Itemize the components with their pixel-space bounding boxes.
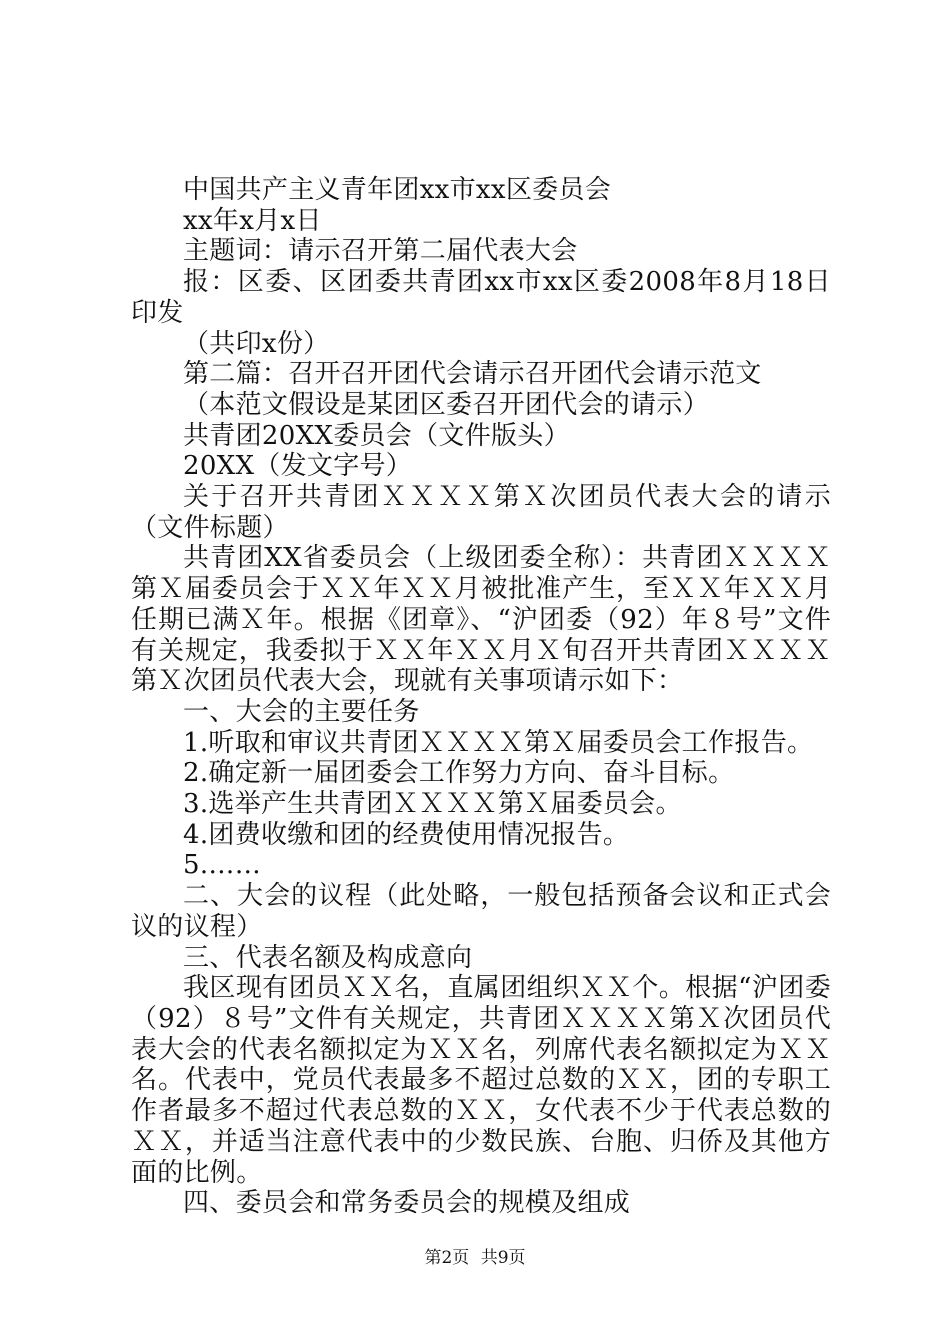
task-item: 1.听取和审议共青团ＸＸＸＸ第Ｘ届委员会工作报告。 (183, 727, 814, 758)
copies-line: （共印x份） (183, 328, 330, 359)
document-body (131, 175, 831, 1219)
letterhead-line: 共青团20XX委员会（文件版头） (183, 420, 570, 451)
delegates-paragraph: 我区现有团员ＸＸ名，直属团组织ＸＸ个。根据“沪团委（92）８号”文件有关规定，共青团ＸＸＸＸ第Ｘ次团员代表大会的代表名额拟定为ＸＸ名，列席代表名额拟定为ＸＸ名。代表中，党员代表最多不超过总数的ＸＸ，团的专职工作者最多不超过代表总数的ＸＸ，女代表不少于代表总数的ＸＸ，并适当注意代表中的少数民族、台胞、归侨及其他方面的比例。 (131, 973, 831, 1188)
opening-paragraph: 共青团XX省委员会（上级团委全称）：共青团ＸＸＸＸ第Ｘ届委员会于ＸＸ年ＸＸ月被批准产生，至ＸＸ年ＸＸ月任期已满Ｘ年。根据《团章》、“沪团委（92）年８号”文件有关规定，我委拟于ＸＸ年ＸＸ月Ｘ旬召开共青团ＸＸＸＸ第Ｘ次团员代表大会，现就有关事项请示如下： (131, 543, 831, 697)
heading-committee: 四、委员会和常务委员会的规模及组成 (183, 1188, 631, 1219)
subject-line: 主题词：请示召开第二届代表大会 (183, 236, 578, 267)
document-number-line: 20XX（发文字号） (183, 451, 413, 482)
page-footer (0, 1243, 950, 1268)
issuer-line: 中国共产主义青年团xx市xx区委员会 (183, 175, 612, 205)
task-item: 4.团费收缴和团的经费使用情况报告。 (183, 819, 630, 850)
distribution-line: 报：区委、区团委共青团xx市xx区委2008年8月18日印发 (131, 267, 831, 328)
task-item: 2.确定新一届团委会工作努力方向、奋斗目标。 (183, 758, 735, 789)
heading-agenda: 二、大会的议程（此处略，一般包括预备会议和正式会议的议程） (131, 881, 831, 942)
page-number: 第2页 (424, 1248, 470, 1268)
task-item: 5.…… (183, 850, 262, 881)
date-line: xx年x月x日 (183, 205, 322, 236)
page-total: 共9页 (480, 1248, 526, 1268)
document-title: 关于召开共青团ＸＸＸＸ第Ｘ次团员代表大会的请示（文件标题） (131, 482, 831, 543)
section-title: 第二篇：召开召开团代会请示召开团代会请示范文 (183, 359, 762, 390)
note-line: （本范文假设是某团区委召开团代会的请示） (183, 389, 710, 420)
heading-delegates: 三、代表名额及构成意向 (183, 942, 473, 973)
task-item: 3.选举产生共青团ＸＸＸＸ第Ｘ届委员会。 (183, 789, 682, 820)
heading-main-tasks: 一、大会的主要任务 (183, 696, 420, 727)
